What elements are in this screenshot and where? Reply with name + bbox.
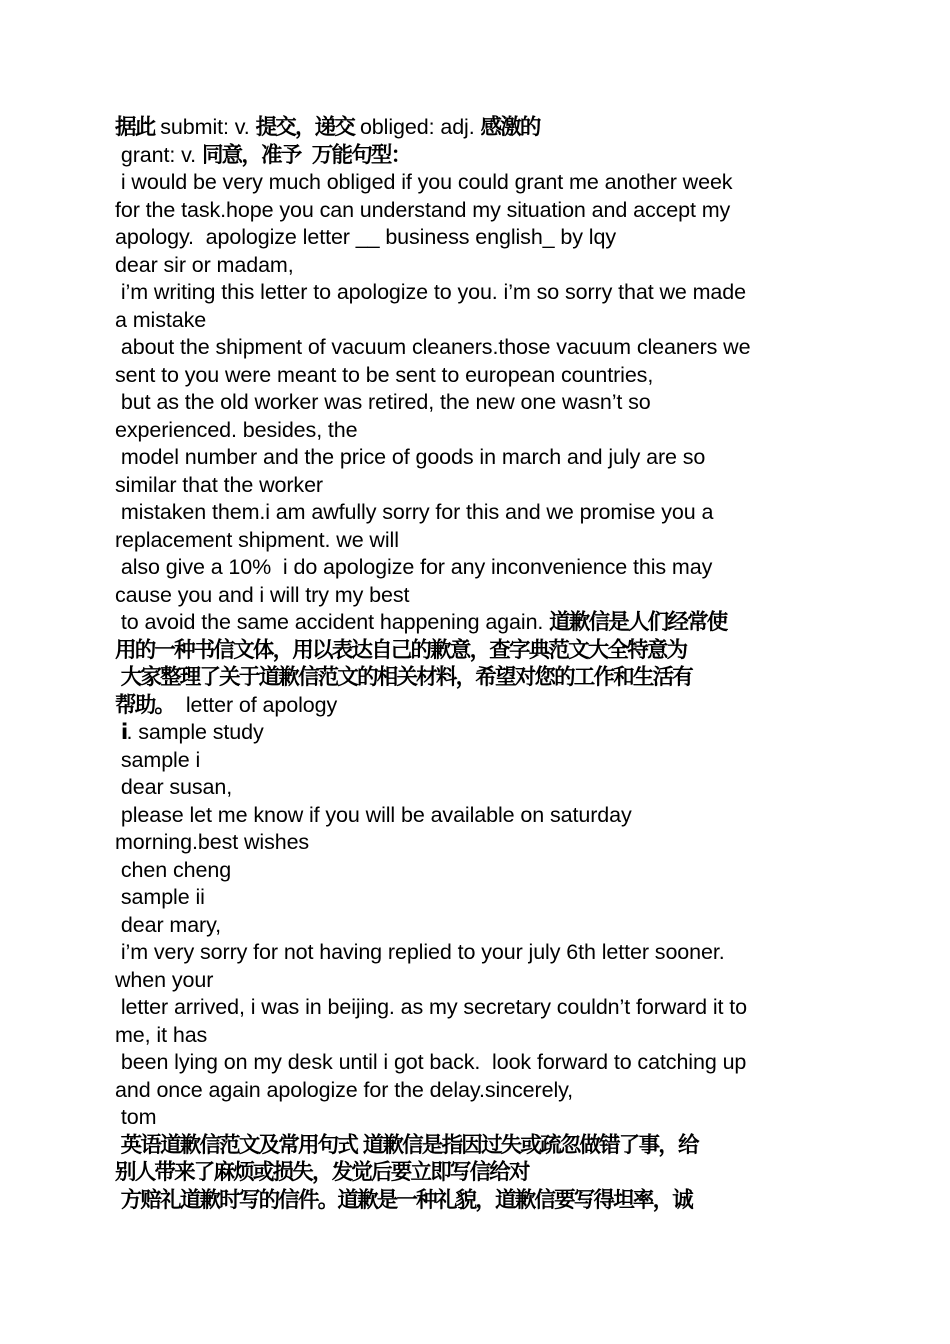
document-line xyxy=(115,224,840,252)
text-run: submit: v. xyxy=(154,115,256,139)
bold-cjk-text-run: 感激的 xyxy=(480,115,540,140)
document-line xyxy=(115,1187,840,1215)
text-run: obliged: adj. xyxy=(354,115,481,139)
bold-cjk-text-run: 大家整理了关于道歉信范文的相关材料，希望对您的工作和生活有 xyxy=(115,665,692,690)
document-line xyxy=(115,334,840,362)
text-run: me, it has xyxy=(115,1022,208,1047)
document-line xyxy=(115,444,840,472)
document-line xyxy=(115,114,840,142)
text-run: . sample study xyxy=(126,720,264,744)
text-run: cause you and i will try my best xyxy=(115,582,410,607)
document-line xyxy=(115,169,840,197)
document-line xyxy=(115,719,840,747)
text-run: i’m writing this letter to apologize to you. i’m so sorry that we made xyxy=(115,280,746,304)
bold-cjk-text-run: 帮助。 xyxy=(115,692,175,718)
document-line xyxy=(115,1159,840,1187)
document-line xyxy=(115,472,840,500)
text-run: replacement shipment. we will xyxy=(115,527,399,552)
text-run: about the shipment of vacuum cleaners.those vacuum cleaners we xyxy=(115,335,751,359)
text-run: tom xyxy=(115,1105,157,1129)
document-line xyxy=(115,609,840,637)
document-line xyxy=(115,774,840,802)
document-line xyxy=(115,884,840,912)
document-line xyxy=(115,692,840,720)
document-line xyxy=(115,499,840,527)
text-run: but as the old worker was retired, the new one wasn’t so xyxy=(115,390,651,414)
text-run: letter arrived, i was in beijing. as my secretary couldn’t forward it to xyxy=(115,995,747,1019)
text-run: i would be very much obliged if you could grant me another week xyxy=(115,170,733,194)
text-run: morning.best wishes xyxy=(115,830,310,854)
document-line xyxy=(115,389,840,417)
document-line xyxy=(115,307,840,335)
bold-cjk-text-run: 提交，递交 xyxy=(255,115,355,140)
text-run: please let me know if you will be available on saturday xyxy=(115,802,632,827)
bold-cjk-text-run: 道歉信是人们经常使 xyxy=(549,610,727,635)
document-line xyxy=(115,994,840,1022)
text-run: dear susan, xyxy=(115,775,233,799)
text-run: been lying on my desk until i got back. look forward to catching up xyxy=(115,1050,747,1074)
bold-cjk-text-run: 同意，准予 万能句型： xyxy=(201,142,411,168)
text-run: and once again apologize for the delay.sincerely, xyxy=(115,1077,574,1102)
document-line xyxy=(115,967,840,995)
text-run: sample i xyxy=(115,747,201,772)
text-run: a mistake xyxy=(115,307,207,332)
text-run: apology. apologize letter __ business english_ by lqy xyxy=(115,225,616,249)
document-line xyxy=(115,664,840,692)
text-run: experienced. besides, the xyxy=(115,417,358,442)
text-run: dear mary, xyxy=(115,912,222,937)
document-line xyxy=(115,857,840,885)
bold-cjk-text-run: i xyxy=(120,720,127,745)
text-run: grant: v. xyxy=(115,142,202,167)
document-line xyxy=(115,1077,840,1105)
document-line xyxy=(115,362,840,390)
text-run: chen cheng xyxy=(115,857,232,882)
document-line xyxy=(115,527,840,555)
text-run: when your xyxy=(115,967,214,992)
document-line xyxy=(115,279,840,307)
bold-cjk-text-run: 英语道歉信范文及常用句式 道歉信是指因过失或疏忽做错了事，给 xyxy=(115,1132,698,1158)
document-line xyxy=(115,1022,840,1050)
document-line xyxy=(115,912,840,940)
text-run: mistaken them.i am awfully sorry for this and we promise you a xyxy=(115,500,714,524)
text-run: model number and the price of goods in march and july are so xyxy=(115,445,706,469)
document-line xyxy=(115,747,840,775)
document-line xyxy=(115,802,840,830)
text-run: for the task.hope you can understand my situation and accept my xyxy=(115,197,731,222)
bold-cjk-text-run: 据此 xyxy=(115,115,155,140)
text-run: letter of apology xyxy=(174,692,338,717)
document-line xyxy=(115,554,840,582)
text-run: to avoid the same accident happening again. xyxy=(115,610,550,634)
document-line xyxy=(115,1049,840,1077)
text-run: dear sir or madam, xyxy=(115,252,294,277)
document-line xyxy=(115,252,840,280)
document-line xyxy=(115,582,840,610)
document-line xyxy=(115,142,840,170)
document-line xyxy=(115,939,840,967)
document-line xyxy=(115,417,840,445)
bold-cjk-text-run: 别人带来了麻烦或损失，发觉后要立即写信给对 xyxy=(115,1160,529,1185)
document-line xyxy=(115,637,840,665)
bold-cjk-text-run: 用的一种书信文体，用以表达自己的歉意，查字典范文大全特意为 xyxy=(115,637,687,663)
document-line xyxy=(115,1132,840,1160)
text-run: similar that the worker xyxy=(115,472,323,497)
document-body-text xyxy=(115,114,840,1214)
document-line xyxy=(115,1104,840,1132)
text-run: sent to you were meant to be sent to european countries, xyxy=(115,362,654,387)
text-run: sample ii xyxy=(115,885,205,909)
text-run: i’m very sorry for not having replied to your july 6th letter sooner. xyxy=(115,940,725,964)
text-run: also give a 10% i do apologize for any inconvenience this may xyxy=(115,555,713,579)
bold-cjk-text-run: 方赔礼道歉时写的信件。道歉是一种礼貌，道歉信要写得坦率，诚 xyxy=(115,1187,692,1213)
document-line xyxy=(115,197,840,225)
document-line xyxy=(115,829,840,857)
